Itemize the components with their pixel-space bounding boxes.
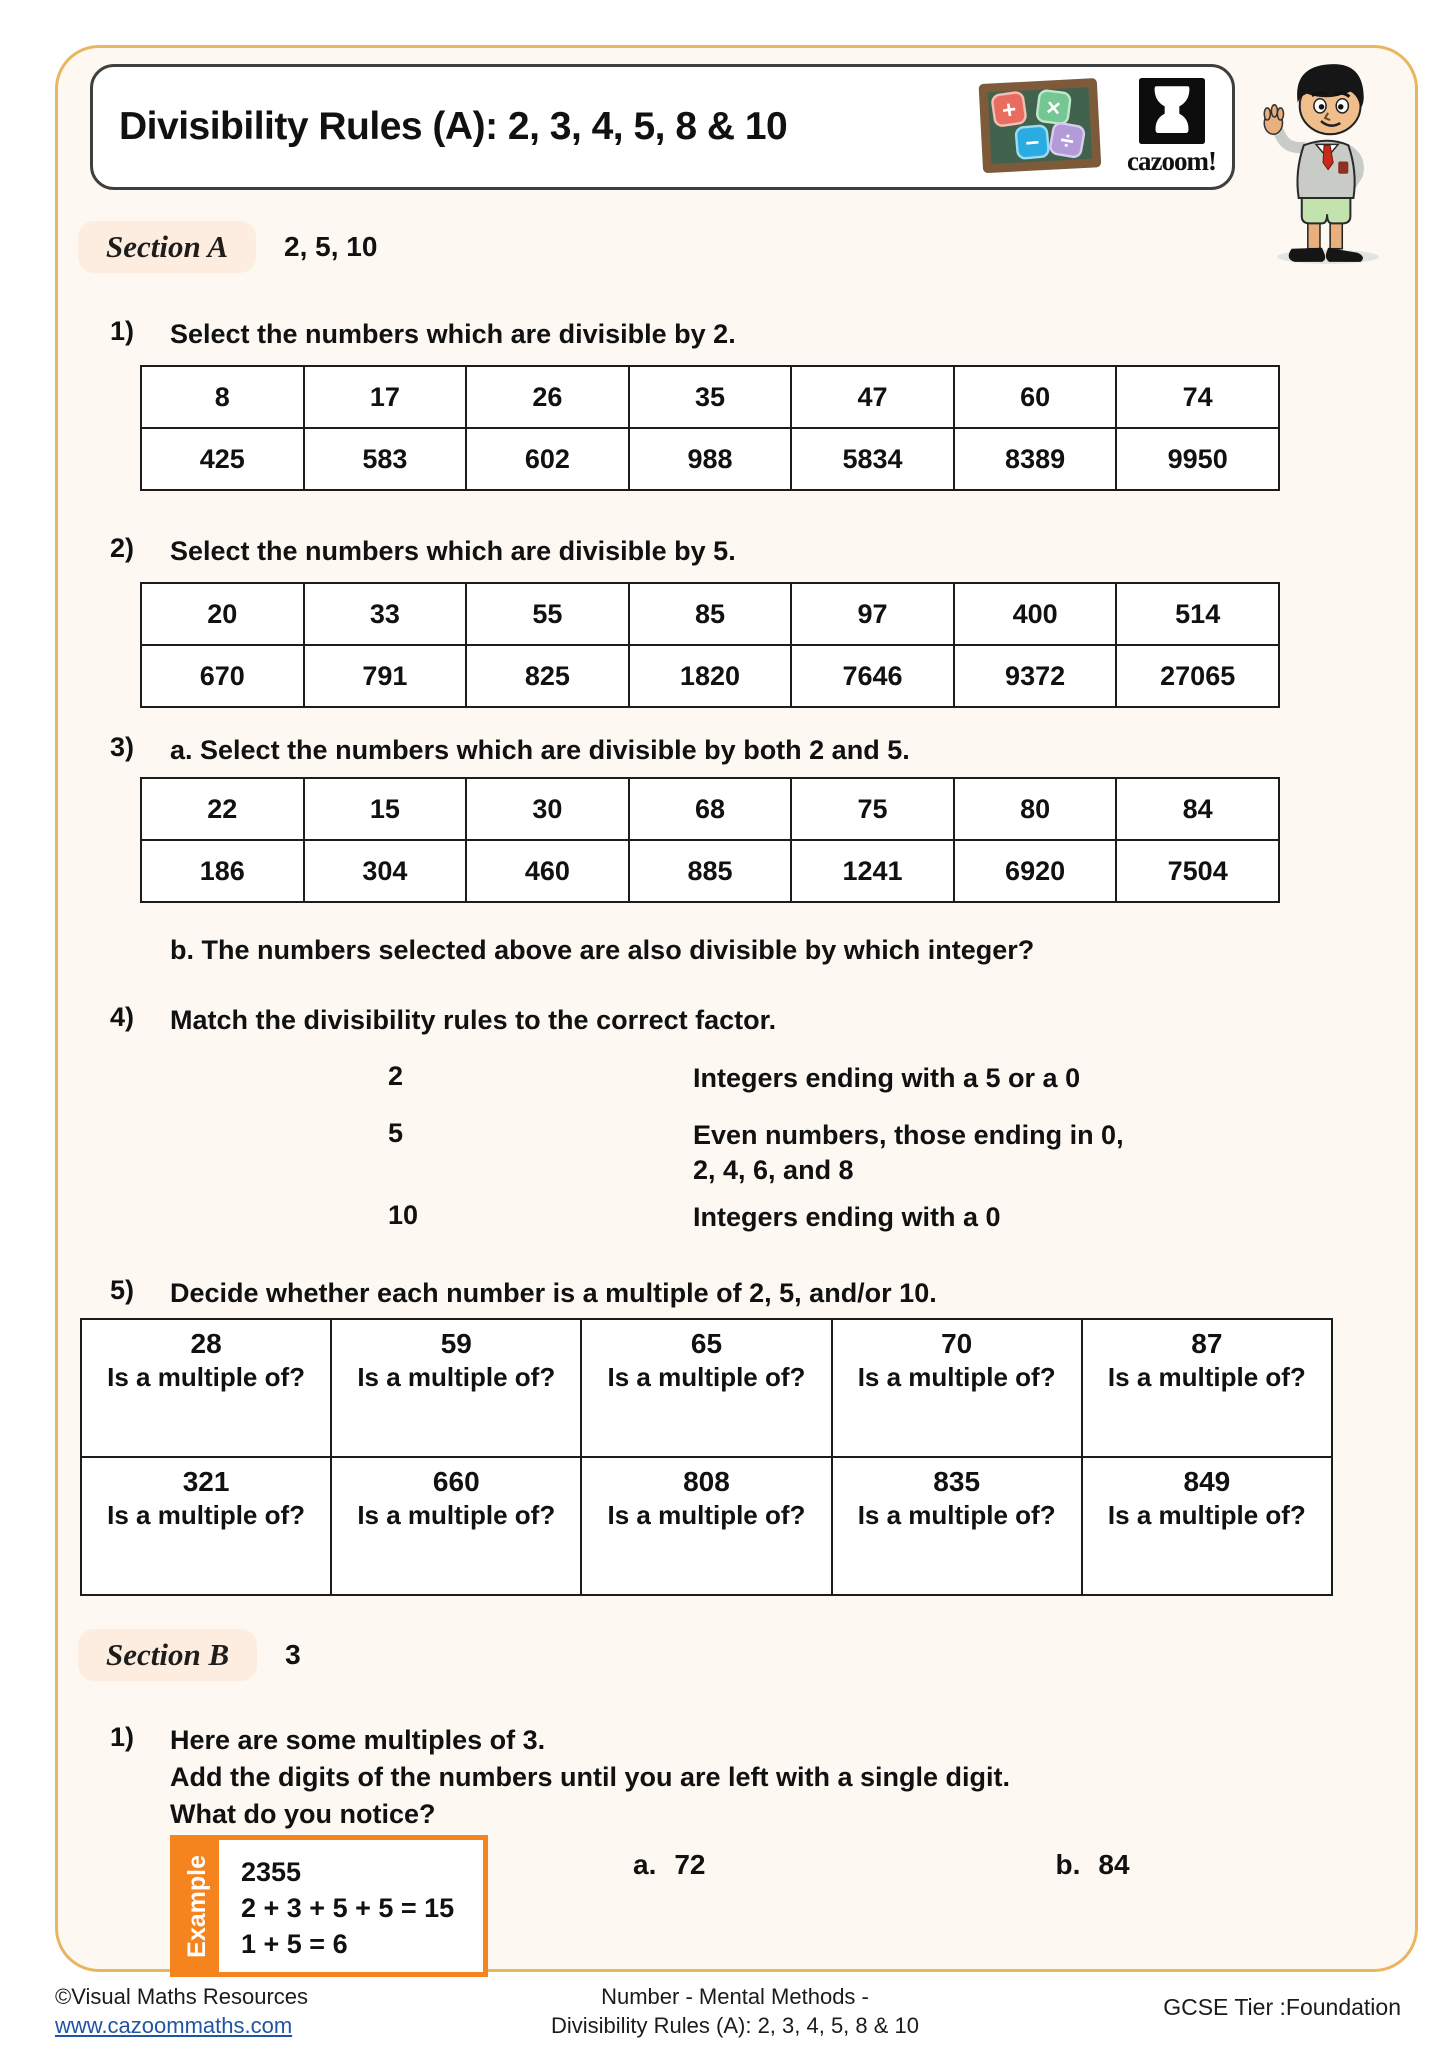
plus-tile-icon xyxy=(992,91,1027,126)
table-cell: 5834 xyxy=(791,428,954,490)
part-a xyxy=(633,1849,706,1881)
table-cell: 1241 xyxy=(791,840,954,902)
table-row xyxy=(141,840,1279,902)
cell-prompt: Is a multiple of? xyxy=(357,1362,556,1392)
table-cell: 75 xyxy=(791,778,954,840)
part-value: 84 xyxy=(1098,1849,1130,1880)
example-box xyxy=(170,1835,488,1977)
mascot-boy xyxy=(1245,48,1397,271)
question-a1 xyxy=(110,316,1375,353)
question-text: Select the numbers which are divisible by 5. xyxy=(170,536,736,566)
brand-name: cazoom! xyxy=(1127,145,1216,176)
cell-prompt: Is a multiple of? xyxy=(607,1500,806,1530)
question-text xyxy=(170,1722,1010,1833)
table-cell: 47 xyxy=(791,366,954,428)
table-cell: 791 xyxy=(304,645,467,707)
table-cell: 7504 xyxy=(1116,840,1279,902)
table-cell: 670 xyxy=(141,645,304,707)
table-cell: 26 xyxy=(466,366,629,428)
table-cell: 27065 xyxy=(1116,645,1279,707)
multiple-cell xyxy=(581,1457,831,1595)
question-text: Select the numbers which are divisible by 2. xyxy=(170,319,736,349)
question-b1 xyxy=(110,1722,1375,1833)
example-line: 2355 xyxy=(241,1857,302,1887)
section-b-header xyxy=(78,1628,1415,1682)
page-frame xyxy=(55,45,1418,1972)
question-line: Here are some multiples of 3. xyxy=(170,1725,546,1755)
table-cell: 17 xyxy=(304,366,467,428)
table-row xyxy=(81,1457,1332,1595)
multiple-cell xyxy=(81,1319,331,1457)
footer-center xyxy=(415,1982,1055,2040)
match-row xyxy=(58,1061,1415,1096)
table-cell: 825 xyxy=(466,645,629,707)
example-tab xyxy=(175,1840,219,1972)
table-row xyxy=(81,1319,1332,1457)
question-number: 4) xyxy=(110,1002,135,1032)
cell-prompt: Is a multiple of? xyxy=(1107,1500,1306,1530)
section-b-topics: 3 xyxy=(285,1639,301,1670)
footer-topic-line1: Number - Mental Methods - xyxy=(601,1984,869,2009)
table-row xyxy=(141,583,1279,645)
table-cell: 97 xyxy=(791,583,954,645)
question-number: 3) xyxy=(110,732,135,762)
example-content xyxy=(219,1840,454,1972)
page-title: Divisibility Rules (A): 2, 3, 4, 5, 8 & 10 xyxy=(119,105,788,148)
table-cell: 15 xyxy=(304,778,467,840)
cell-number: 808 xyxy=(683,1466,730,1497)
example-label: Example xyxy=(182,1854,211,1958)
table-cell: 6920 xyxy=(954,840,1117,902)
footer-topic-line2: Divisibility Rules (A): 2, 3, 4, 5, 8 & 10 xyxy=(550,2013,920,2038)
table-cell: 55 xyxy=(466,583,629,645)
table-row xyxy=(141,645,1279,707)
table-cell: 20 xyxy=(141,583,304,645)
question-a4 xyxy=(110,1002,1375,1039)
part-label: a. xyxy=(633,1849,657,1880)
table-cell: 602 xyxy=(466,428,629,490)
section-b-label: Section B xyxy=(78,1629,257,1681)
question-number: 1) xyxy=(110,316,135,346)
table-row xyxy=(141,428,1279,490)
cell-number: 849 xyxy=(1183,1466,1231,1497)
table-cell: 304 xyxy=(304,840,467,902)
table-cell: 514 xyxy=(1116,583,1279,645)
table-cell: 885 xyxy=(629,840,792,902)
svg-text:+: + xyxy=(1000,95,1019,125)
question-a3b-text: b. The numbers selected above are also divisible by which integer? xyxy=(170,935,1035,965)
table-row xyxy=(141,366,1279,428)
svg-text:×: × xyxy=(1044,93,1063,123)
cell-number: 28 xyxy=(190,1328,222,1359)
cell-prompt: Is a multiple of? xyxy=(607,1362,806,1392)
question-line: What do you notice? xyxy=(170,1799,436,1829)
table-cell: 1820 xyxy=(629,645,792,707)
match-rule: Integers ending with a 0 xyxy=(693,1202,1001,1232)
table-cell: 85 xyxy=(629,583,792,645)
section-a-header xyxy=(78,220,1415,274)
cell-number: 59 xyxy=(440,1328,472,1359)
part-label: b. xyxy=(1055,1849,1081,1880)
match-factor: 2 xyxy=(388,1061,404,1091)
table-cell: 8389 xyxy=(954,428,1117,490)
match-factor: 10 xyxy=(388,1200,419,1230)
cell-number: 835 xyxy=(933,1466,981,1497)
divide-tile-icon xyxy=(1049,122,1085,158)
multiple-cell xyxy=(81,1457,331,1595)
cell-number: 70 xyxy=(941,1328,973,1359)
minus-tile-icon xyxy=(1016,125,1050,159)
q1-number-table xyxy=(140,365,1280,491)
table-cell: 60 xyxy=(954,366,1117,428)
q2-number-table xyxy=(140,582,1280,708)
cell-prompt: Is a multiple of? xyxy=(857,1500,1056,1530)
table-cell: 84 xyxy=(1116,778,1279,840)
table-cell: 30 xyxy=(466,778,629,840)
cell-number: 65 xyxy=(690,1328,723,1359)
match-row xyxy=(58,1200,1415,1235)
question-text: Match the divisibility rules to the correct factor. xyxy=(170,1005,777,1035)
multiple-cell xyxy=(1082,1457,1332,1595)
footer-left xyxy=(55,1982,415,2040)
table-cell: 7646 xyxy=(791,645,954,707)
cell-prompt: Is a multiple of? xyxy=(107,1362,306,1392)
mascot-boy-illustration xyxy=(1245,48,1397,266)
match-rule: Integers ending with a 5 or a 0 xyxy=(693,1063,1081,1093)
cell-number: 87 xyxy=(1191,1328,1223,1359)
multiple-cell xyxy=(1082,1319,1332,1457)
page-footer xyxy=(0,1982,1449,2040)
table-cell: 460 xyxy=(466,840,629,902)
table-cell: 8 xyxy=(141,366,304,428)
svg-text:÷: ÷ xyxy=(1058,126,1076,156)
footer-tier: GCSE Tier :Foundation xyxy=(1163,1994,1401,2020)
multiple-cell xyxy=(832,1457,1082,1595)
table-cell: 9950 xyxy=(1116,428,1279,490)
example-line: 1 + 5 = 6 xyxy=(241,1929,348,1959)
q3-number-table xyxy=(140,777,1280,903)
cell-number: 321 xyxy=(182,1466,230,1497)
question-line: Add the digits of the numbers until you are left with a single digit. xyxy=(170,1762,1011,1792)
match-factor: 5 xyxy=(388,1118,404,1148)
cell-prompt: Is a multiple of? xyxy=(107,1500,306,1530)
table-cell: 35 xyxy=(629,366,792,428)
website-link[interactable]: www.cazoommaths.com xyxy=(55,2013,293,2038)
part-b xyxy=(1056,1849,1130,1881)
table-cell: 33 xyxy=(304,583,467,645)
example-row xyxy=(170,1835,1415,1977)
question-text: Decide whether each number is a multiple of 2, 5, and/or 10. xyxy=(170,1278,937,1308)
copyright-text: ©Visual Maths Resources xyxy=(55,1984,309,2009)
cell-prompt: Is a multiple of? xyxy=(857,1362,1056,1392)
question-number: 2) xyxy=(110,533,135,563)
multiple-cell xyxy=(581,1319,831,1457)
section-a-label: Section A xyxy=(78,221,256,273)
multiple-cell xyxy=(331,1457,581,1595)
question-a5 xyxy=(110,1275,1375,1312)
cell-prompt: Is a multiple of? xyxy=(357,1500,556,1530)
table-cell: 400 xyxy=(954,583,1117,645)
multiple-cell xyxy=(331,1319,581,1457)
cell-prompt: Is a multiple of? xyxy=(1107,1362,1306,1392)
multiply-tile-icon xyxy=(1036,89,1071,124)
table-cell: 68 xyxy=(629,778,792,840)
table-cell: 425 xyxy=(141,428,304,490)
cazoom-drum-icon xyxy=(1139,78,1205,144)
cell-number: 660 xyxy=(432,1466,480,1497)
table-cell: 22 xyxy=(141,778,304,840)
multiple-cell xyxy=(832,1319,1082,1457)
title-icons xyxy=(977,75,1216,180)
question-number: 5) xyxy=(110,1275,135,1305)
section-a-topics: 2, 5, 10 xyxy=(284,231,378,262)
table-cell: 988 xyxy=(629,428,792,490)
question-number: 1) xyxy=(110,1722,135,1752)
table-cell: 80 xyxy=(954,778,1117,840)
cazoom-logo xyxy=(1127,78,1216,177)
svg-text:−: − xyxy=(1024,128,1041,157)
table-cell: 186 xyxy=(141,840,304,902)
table-cell: 9372 xyxy=(954,645,1117,707)
question-a2 xyxy=(110,533,1375,570)
q5-multiples-table xyxy=(80,1318,1333,1596)
part-value: 72 xyxy=(674,1849,706,1880)
match-row xyxy=(58,1118,1415,1188)
table-cell: 583 xyxy=(304,428,467,490)
question-text: a. Select the numbers which are divisible by both 2 and 5. xyxy=(170,735,910,765)
title-bar xyxy=(90,64,1235,190)
chalkboard-icon xyxy=(977,75,1105,180)
example-line: 2 + 3 + 5 + 5 = 15 xyxy=(241,1893,455,1923)
table-row xyxy=(141,778,1279,840)
table-cell: 74 xyxy=(1116,366,1279,428)
match-rule: Even numbers, those ending in 0, 2, 4, 6, and 8 xyxy=(693,1120,1124,1185)
question-a3 xyxy=(110,732,1375,769)
